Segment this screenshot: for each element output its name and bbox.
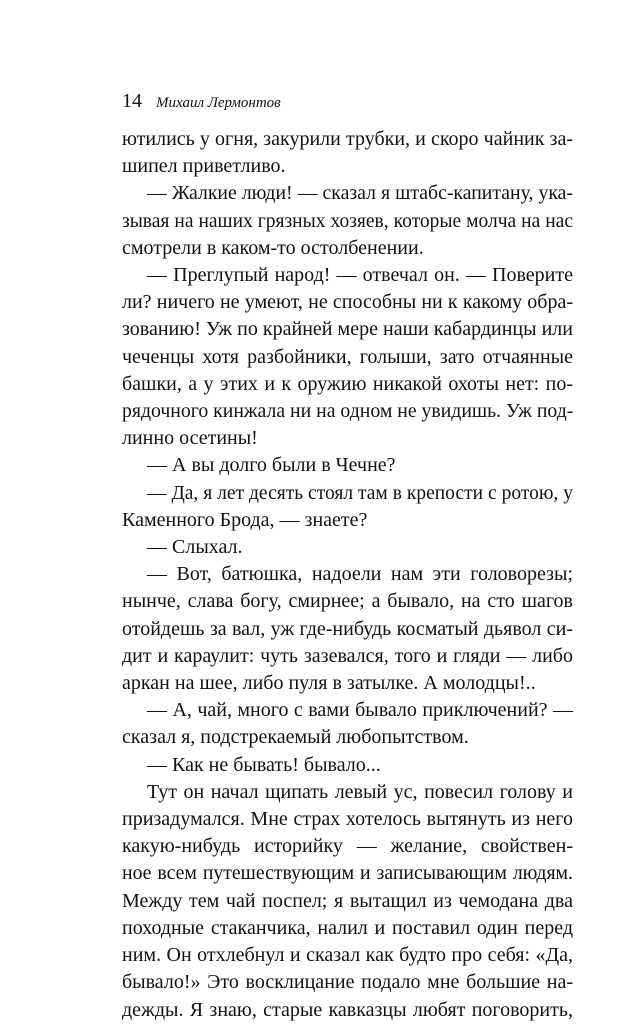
text-line: чеченцы хотя разбойники, голыши, зато отчаянные [122, 345, 573, 368]
text-line: аркан на шее, либо пуля в затылке. А молодцы!.. [122, 672, 536, 695]
text-line: — Преглупый народ! — отвечал он. — Поверите [147, 264, 573, 287]
text-line: походные стаканчика, налил и поставил один перед [122, 916, 573, 939]
text-line: зывая на наших грязных хозяев, которые молча на нас [122, 210, 573, 232]
text-line: нынче, слава богу, смирнее; а бывало, на сто шагов [122, 590, 573, 613]
text-line: башки, а у этих и к оружию никакой охоты нет: по- [122, 372, 573, 395]
text-line: Каменного Брода, — знаете? [122, 508, 368, 531]
text-line: бывало!» Это восклицание подало мне большие на- [122, 971, 573, 994]
text-line: сказал я, подстрекаемый любопытством. [122, 726, 469, 749]
text-line: — Как не бывать! бывало... [147, 753, 381, 776]
body-text [122, 126, 573, 1024]
text-line: — Вот, батюшка, надоели нам эти головорезы; [147, 563, 573, 586]
text-line: ним. Он отхлебнул и сказал как будто про себя: «Да, [122, 944, 573, 967]
author-name: Михаил Лермонтов [156, 95, 281, 111]
text-line: зованию! Уж по крайней мере наши кабардинцы или [122, 318, 573, 341]
text-line: какую-нибудь историйку — желание, свойствен- [122, 835, 573, 858]
text-line: — Слыхал. [147, 536, 243, 559]
text-line: линно осетины! [122, 427, 258, 450]
text-line: — Да, я лет десять стоял там в крепости с ротою, у [147, 482, 573, 504]
text-line: ли? ничего не умеют, не способны ни к какому обра- [122, 291, 573, 314]
text-line: — Жалкие люди! — сказал я штабс-капитану, ука- [147, 182, 573, 205]
text-line: Между тем чай поспел; я вытащил из чемодана два [122, 889, 573, 912]
text-line: рядочного кинжала ни на одном не увидишь. Уж под- [122, 400, 574, 423]
text-line: ютились у огня, закурили трубки, и скоро чайник за- [122, 128, 573, 150]
text-line: дит и караулит: чуть зазевался, того и гляди — либо [122, 644, 573, 667]
text-line: ное всем путешествующим и записывающим людям. [122, 862, 573, 885]
page-number: 14 [122, 90, 142, 112]
text-line: дежды. Я знаю, старые кавказцы любят поговорить, [122, 998, 573, 1021]
text-line: смотрели в каком-то остолбенении. [122, 236, 424, 259]
running-head [122, 90, 281, 116]
text-line: — А, чай, много с вами бывало приключений? — [147, 699, 573, 722]
text-line: — А вы долго были в Чечне? [147, 454, 396, 477]
text-line: призадумался. Мне страх хотелось вытянуть из него [122, 808, 573, 831]
text-line: шипел приветливо. [122, 155, 286, 178]
text-line: отойдешь за вал, уж где-нибудь косматый дьявол си- [122, 617, 573, 640]
text-line: Тут он начал щипать левый ус, повесил голову и [147, 780, 573, 803]
